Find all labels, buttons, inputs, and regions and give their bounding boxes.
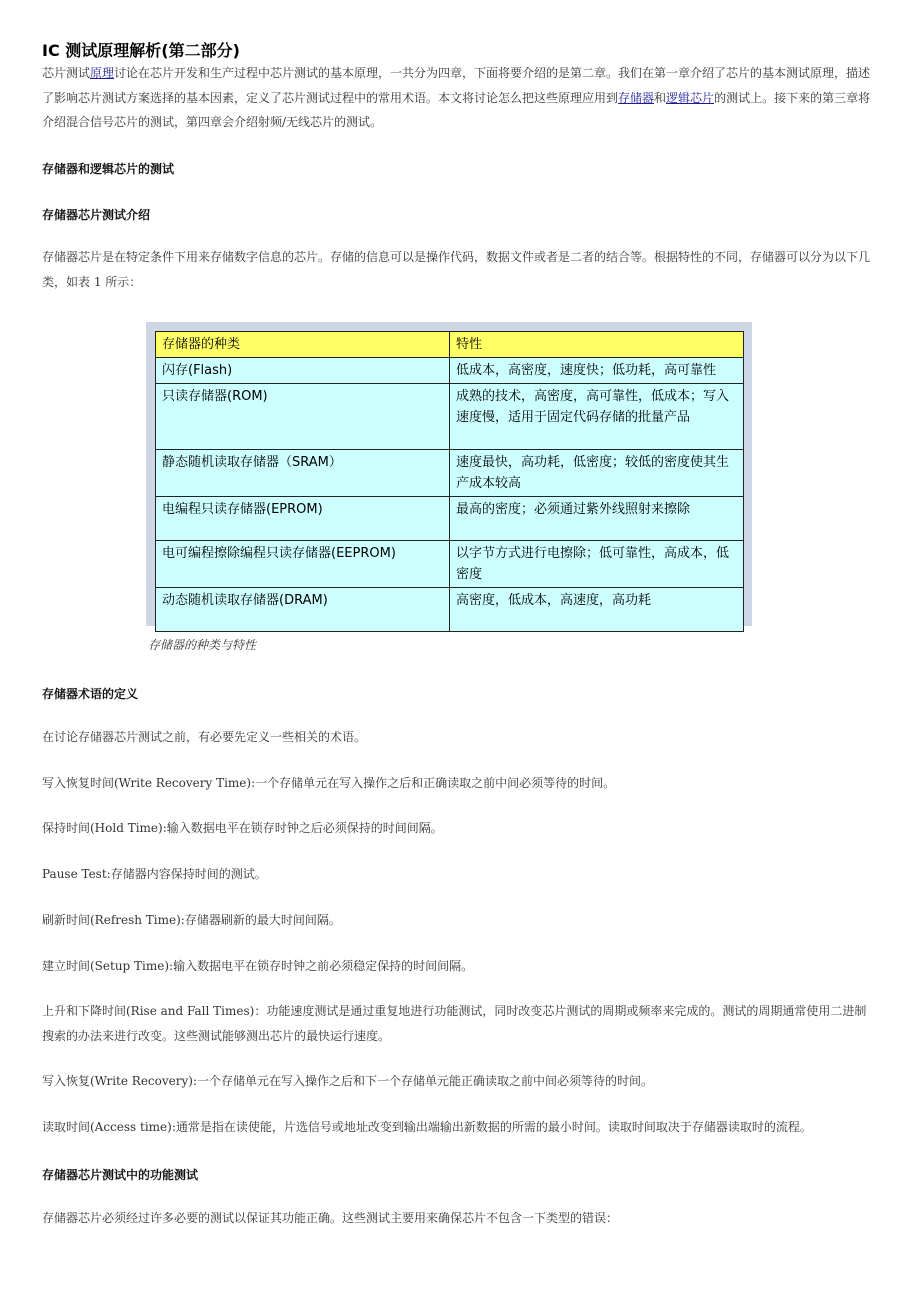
term-access-time: 读取时间(Access time):通常是指在读使能，片选信号或地址改变到输出端输出新数据的所需的最小时间。读取时间取决于存储器读取时的流程。 (42, 1120, 812, 1134)
section-heading-terms: 存储器术语的定义 (42, 687, 139, 701)
intro-text-3: 和 (654, 90, 667, 105)
table-row (156, 450, 744, 497)
table-cell-feature: 高密度，低成本，高速度，高功耗 (450, 588, 744, 632)
terms-intro: 在讨论存储器芯片测试之前，有必要先定义一些相关的术语。 (42, 730, 367, 744)
table-header-row (156, 332, 744, 358)
intro-text-4: 的测试上。接下来的第三章将介绍混合信号芯片的测试，第四章会介绍射频/无线芯片的测试。 (42, 90, 871, 129)
term-hold-time: 保持时间(Hold Time):输入数据电平在锁存时钟之后必须保持的时间间隔。 (42, 821, 443, 835)
term-pause-test: Pause Test:存储器内容保持时间的测试。 (42, 867, 267, 881)
table-cell-type: 只读存储器(ROM) (156, 384, 450, 450)
intro-text-2: 讨论在芯片开发和生产过程中芯片测试的基本原理，一共分为四章，下面将要介绍的是第二章。我们在第一章介绍了芯片的基本测试原理，描述了影响芯片测试方案选择的基本因素，定义了芯片测试过程中的常用术语。本文将讨论怎么把这些原理应用到 (42, 66, 871, 105)
table-cell-feature: 速度最快，高功耗，低密度；较低的密度使其生产成本较高 (450, 450, 744, 497)
table-cell-type: 静态随机读取存储器（SRAM） (156, 450, 450, 497)
table-cell-feature: 低成本，高密度，速度快；低功耗，高可靠性 (450, 358, 744, 384)
link-principle[interactable]: 原理 (90, 66, 115, 80)
memory-intro-paragraph: 存储器芯片是在特定条件下用来存储数字信息的芯片。存储的信息可以是操作代码，数据文件或者是二者的结合等。根据特性的不同，存储器可以分为以下几类，如表 1 所示： (42, 250, 871, 289)
term-write-recovery-time: 写入恢复时间(Write Recovery Time):一个存储单元在写入操作之后和正确读取之前中间必须等待的时间。 (42, 776, 616, 790)
table-cell-type: 电可编程擦除编程只读存储器(EEPROM) (156, 541, 450, 588)
table-cell-feature: 最高的密度；必须通过紫外线照射来擦除 (450, 497, 744, 541)
table-cell-type: 电编程只读存储器(EPROM) (156, 497, 450, 541)
page-title: IC 测试原理解析(第二部分) (42, 41, 240, 60)
table-row (156, 497, 744, 541)
link-memory[interactable]: 存储器 (618, 90, 655, 105)
section-heading-memory-logic: 存储器和逻辑芯片的测试 (42, 162, 175, 176)
table-row (156, 588, 744, 632)
table-caption: 存储器的种类与特性 (148, 638, 257, 652)
table-row (156, 358, 744, 384)
table-cell-type: 闪存(Flash) (156, 358, 450, 384)
table-row (156, 541, 744, 588)
table-cell-feature: 成熟的技术，高密度，高可靠性，低成本；写入速度慢，适用于固定代码存储的批量产品 (450, 384, 744, 450)
term-write-recovery: 写入恢复(Write Recovery):一个存储单元在写入操作之后和下一个存储单元能正确读取之前中间必须等待的时间。 (42, 1074, 653, 1088)
functional-test-intro: 存储器芯片必须经过许多必要的测试以保证其功能正确。这些测试主要用来确保芯片不包含一下类型的错误： (42, 1211, 619, 1225)
memory-table-frame (146, 322, 752, 626)
intro-paragraph (42, 61, 872, 135)
section-heading-functional-test: 存储器芯片测试中的功能测试 (42, 1168, 199, 1182)
intro-text-1: 芯片测试 (42, 66, 91, 80)
table-header-feature: 特性 (450, 332, 744, 358)
table-cell-feature: 以字节方式进行电擦除；低可靠性，高成本，低密度 (450, 541, 744, 588)
table-header-type: 存储器的种类 (156, 332, 450, 358)
section-heading-memory-intro: 存储器芯片测试介绍 (42, 208, 151, 222)
memory-types-table (155, 331, 744, 632)
term-rise-fall-times: 上升和下降时间(Rise and Fall Times)：功能速度测试是通过重复地进行功能测试，同时改变芯片测试的周期或频率来完成的。测试的周期通常使用二进制搜索的办法来进行改变。这些测试能够测出芯片的最快运行速度。 (42, 1004, 867, 1043)
link-logic-chip[interactable]: 逻辑芯片 (666, 90, 715, 105)
table-row (156, 384, 744, 450)
table-cell-type: 动态随机读取存储器(DRAM) (156, 588, 450, 632)
term-setup-time: 建立时间(Setup Time):输入数据电平在锁存时钟之前必须稳定保持的时间间隔。 (42, 959, 474, 973)
term-refresh-time: 刷新时间(Refresh Time):存储器刷新的最大时间间隔。 (42, 913, 341, 927)
